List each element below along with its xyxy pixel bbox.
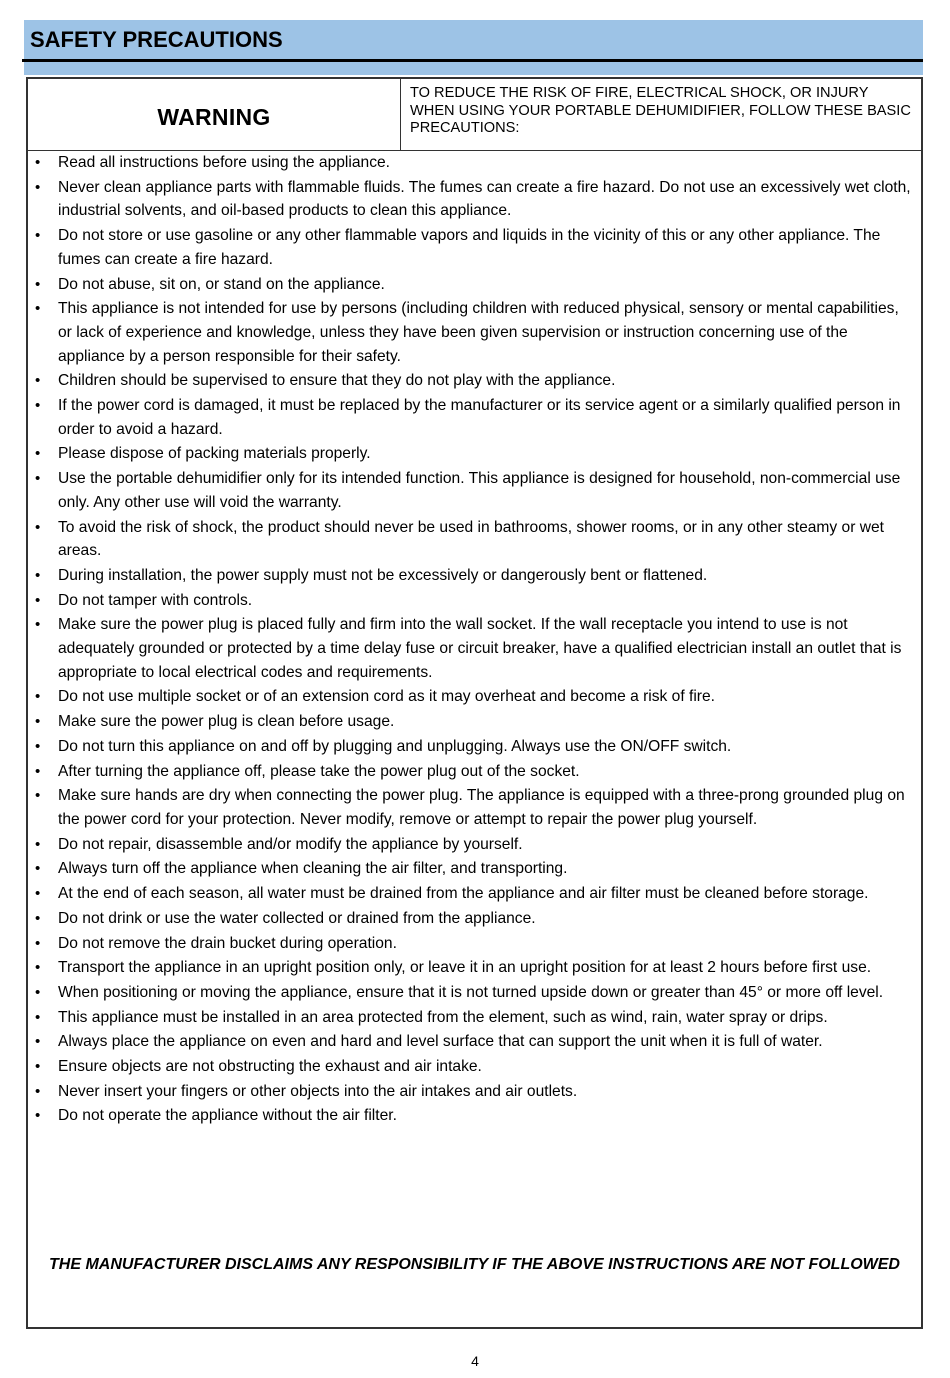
bullet-icon: • (35, 372, 41, 390)
list-item (28, 1104, 921, 1128)
list-item (28, 394, 921, 441)
bullet-icon: • (35, 397, 41, 415)
list-item (28, 882, 921, 906)
disclaimer: THE MANUFACTURER DISCLAIMS ANY RESPONSIBILITY IF THE ABOVE INSTRUCTIONS ARE NOT FOLLOWED (49, 1256, 900, 1273)
list-item (28, 735, 921, 759)
header-strip (24, 62, 923, 75)
list-item (28, 1030, 921, 1054)
warning-text: TO REDUCE THE RISK OF FIRE, ELECTRICAL SHOCK, OR INJURY WHEN USING YOUR PORTABLE DEHUMIDIFIER, FOLLOW THESE BASIC PRECAUTIONS: (410, 85, 911, 136)
bullet-icon: • (35, 1058, 41, 1076)
precaution-text: Do not repair, disassemble and/or modify the appliance by yourself. (58, 835, 523, 853)
precaution-text: Make sure the power plug is placed fully and firm into the wall socket. If the wall receptacle you intend to use is not adequately grounded or protected by a time delay fuse or circuit breaker, have a qualified electrician install an outlet that is appropriate to local electrical codes and requirements. (58, 616, 902, 681)
precaution-text: After turning the appliance off, please take the power plug out of the socket. (58, 762, 580, 780)
bullet-icon: • (35, 885, 41, 903)
page-number: 4 (471, 1353, 479, 1369)
bullet-icon: • (35, 1107, 41, 1125)
list-item (28, 442, 921, 466)
list-item (28, 685, 921, 709)
list-item (28, 1080, 921, 1104)
precaution-text: Do not drink or use the water collected or drained from the appliance. (58, 909, 536, 927)
list-item (28, 1055, 921, 1079)
list-item (28, 760, 921, 784)
bullet-icon: • (35, 909, 41, 927)
list-item (28, 151, 921, 175)
bullet-icon: • (35, 300, 41, 318)
bullet-icon: • (35, 934, 41, 952)
precaution-list (28, 151, 921, 1129)
precaution-text: Never insert your fingers or other objects into the air intakes and air outlets. (58, 1082, 578, 1100)
precaution-text: Ensure objects are not obstructing the exhaust and air intake. (58, 1058, 482, 1076)
precaution-text: Make sure hands are dry when connecting the power plug. The appliance is equipped with a three-prong grounded plug on the power cord for your protection. Never modify, remove or attempt to repair the power plug yourself. (58, 787, 905, 828)
warning-title: WARNING (157, 104, 271, 130)
bullet-icon: • (35, 616, 41, 634)
precaution-text: Read all instructions before using the appliance. (58, 154, 391, 171)
bullet-icon: • (35, 835, 41, 853)
bullet-icon: • (35, 445, 41, 463)
list-item (28, 981, 921, 1005)
list-item (28, 907, 921, 931)
list-item (28, 297, 921, 368)
bullet-icon: • (35, 1082, 41, 1100)
list-item (28, 176, 921, 223)
list-item (28, 369, 921, 393)
precaution-text: Do not use multiple socket or of an extension cord as it may overheat and become a risk of fire. (58, 688, 716, 706)
bullet-icon: • (35, 737, 41, 755)
list-item (28, 613, 921, 684)
precaution-text: Do not operate the appliance without the air filter. (58, 1107, 397, 1125)
bullet-icon: • (35, 1033, 41, 1051)
list-item (28, 224, 921, 271)
section-header (24, 20, 923, 59)
precaution-text: Never clean appliance parts with flammable fluids. The fumes can create a fire hazard. Do not use an excessively wet cloth, industrial solvents, and oil-based products to clean this appliance. (58, 178, 911, 220)
list-item (28, 589, 921, 613)
bullet-icon: • (35, 688, 41, 706)
list-item (28, 273, 921, 297)
precaution-text: Always turn off the appliance when cleaning the air filter, and transporting. (58, 860, 568, 878)
list-item (28, 833, 921, 857)
list-item (28, 857, 921, 881)
bullet-icon: • (35, 1008, 41, 1026)
precaution-text: When positioning or moving the appliance, ensure that it is not turned upside down or greater than 45° or more off level. (58, 983, 884, 1001)
bullet-icon: • (35, 860, 41, 878)
list-item (28, 956, 921, 980)
list-item (28, 467, 921, 514)
bullet-icon: • (35, 178, 41, 196)
precaution-text: At the end of each season, all water must be drained from the appliance and air filter must be cleaned before storage. (58, 885, 869, 903)
precaution-text: If the power cord is damaged, it must be replaced by the manufacturer or its service agent or a similarly qualified person in order to avoid a hazard. (58, 397, 901, 438)
precaution-text: Do not turn this appliance on and off by plugging and unplugging. Always use the ON/OFF switch. (58, 737, 732, 755)
bullet-icon: • (35, 227, 41, 245)
precaution-text: Make sure the power plug is clean before usage. (58, 713, 395, 731)
precaution-text: Children should be supervised to ensure that they do not play with the appliance. (58, 372, 616, 390)
list-item (28, 784, 921, 831)
precaution-text: During installation, the power supply must not be excessively or dangerously bent or flattened. (58, 566, 708, 584)
precautions-frame (26, 77, 923, 1329)
precaution-text: Use the portable dehumidifier only for its intended function. This appliance is designed for household, non-commercial use only. Any other use will void the warranty. (58, 470, 901, 511)
bullet-icon: • (35, 959, 41, 977)
bullet-icon: • (35, 762, 41, 780)
warning-row (28, 79, 921, 151)
precaution-text: Do not store or use gasoline or any other flammable vapors and liquids in the vicinity of this or any other appliance. The fumes can create a fire hazard. (58, 227, 881, 268)
bullet-icon: • (35, 591, 41, 609)
precaution-text: To avoid the risk of shock, the product should never be used in bathrooms, shower rooms, or in any other steamy or wet areas. (58, 518, 885, 560)
list-item (28, 710, 921, 734)
bullet-icon: • (35, 518, 41, 536)
precaution-text: Do not abuse, sit on, or stand on the appliance. (58, 275, 385, 293)
warning-cell (28, 79, 401, 150)
section-title: SAFETY PRECAUTIONS (30, 27, 283, 52)
bullet-icon: • (35, 275, 41, 293)
precaution-text: Do not remove the drain bucket during operation. (58, 934, 397, 952)
bullet-icon: • (35, 787, 41, 805)
precaution-text: This appliance must be installed in an area protected from the element, such as wind, rain, water spray or drips. (58, 1008, 828, 1026)
precaution-text: Always place the appliance on even and hard and level surface that can support the unit when it is full of water. (58, 1033, 823, 1051)
list-item (28, 1006, 921, 1030)
list-item (28, 564, 921, 588)
bullet-icon: • (35, 566, 41, 584)
bullet-icon: • (35, 154, 41, 171)
precaution-text: Please dispose of packing materials properly. (58, 445, 371, 463)
precaution-text: Transport the appliance in an upright position only, or leave it in an upright position for at least 2 hours before first use. (58, 959, 872, 977)
list-item (28, 932, 921, 956)
list-item (28, 516, 921, 563)
bullet-icon: • (35, 470, 41, 488)
bullet-icon: • (35, 713, 41, 731)
bullet-icon: • (35, 983, 41, 1001)
precaution-text: Do not tamper with controls. (58, 591, 253, 609)
precaution-text: This appliance is not intended for use by persons (including children with reduced physical, sensory or mental capabilities, or lack of experience and knowledge, unless they have been given supervision or instruction concerning use of the appliance by a person responsible for their safety. (58, 300, 899, 365)
